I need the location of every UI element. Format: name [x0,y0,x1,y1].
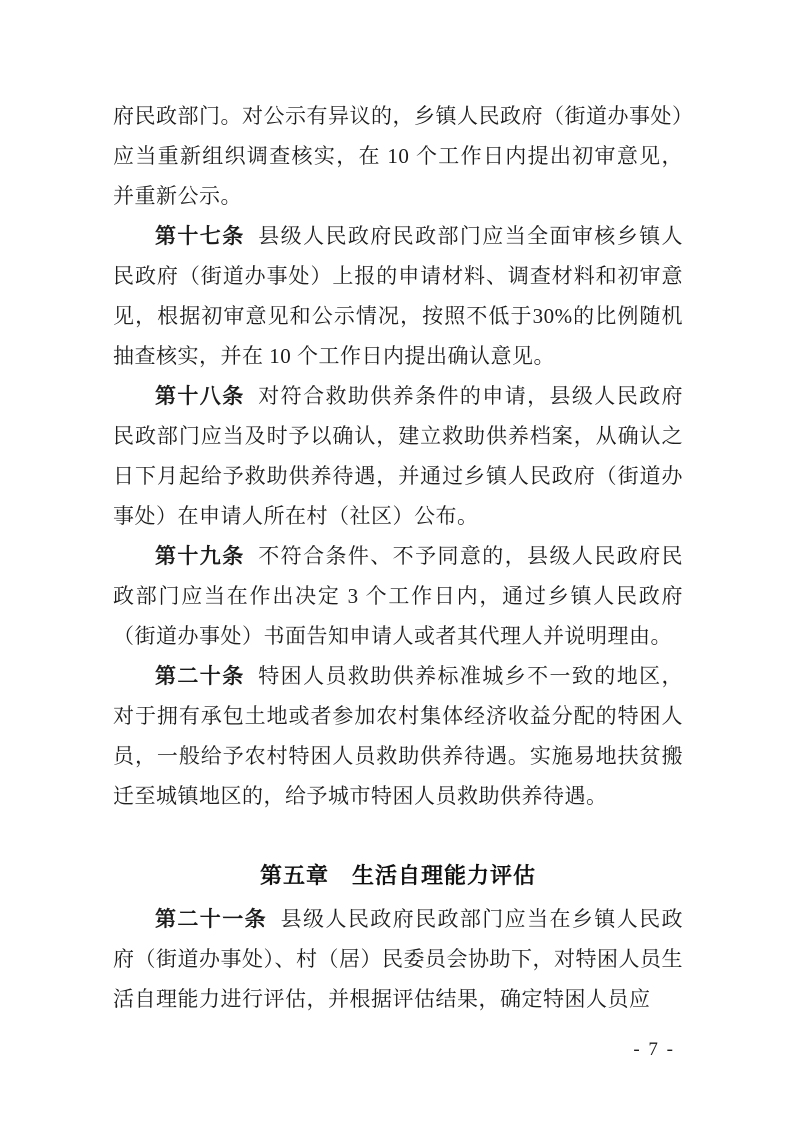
article-paragraph-19 [113,536,683,656]
page-number: - 7 - [633,1039,675,1060]
article-17-label: 第十七条 [155,224,245,248]
article-19-text: 不符合条件、不予同意的，县级人民政府民政部门应当在作出决定 3 个工作日内，通过乡镇人民政府（街道办事处）书面告知申请人或者其代理人并说明理由。 [113,544,684,648]
article-paragraph-21 [113,899,683,1019]
article-18-label: 第十八条 [155,384,245,408]
document-body [113,96,683,1019]
article-paragraph-17 [113,216,683,376]
article-21-text: 县级人民政府民政部门应当在乡镇人民政府（街道办事处）、村（居）民委员会协助下，对特困人员生活自理能力进行评估，并根据评估结果，确定特困人员应 [113,907,684,1011]
article-paragraph-18 [113,376,683,536]
article-19-label: 第十九条 [155,544,245,568]
article-18-text: 对符合救助供养条件的申请，县级人民政府民政部门应当及时予以确认，建立救助供养档案，从确认之日下月起给予救助供养待遇，并通过乡镇人民政府（街道办事处）在申请人所在村（社区）公布。 [113,384,684,528]
article-paragraph-20 [113,656,683,816]
paragraph-continuation: 府民政部门。对公示有异议的，乡镇人民政府（街道办事处）应当重新组织调查核实，在 10 个工作日内提出初审意见，并重新公示。 [113,104,683,208]
article-21-label: 第二十一条 [155,907,268,931]
article-20-label: 第二十条 [155,664,245,688]
article-20-text: 特困人员救助供养标准城乡不一致的地区，对于拥有承包土地或者参加农村集体经济收益分配的特困人员，一般给予农村特困人员救助供养待遇。实施易地扶贫搬迁至城镇地区的，给予城市特困人员救助供养待遇。 [113,664,684,808]
article-17-text: 县级人民政府民政部门应当全面审核乡镇人民政府（街道办事处）上报的申请材料、调查材料和初审意见，根据初审意见和公示情况，按照不低于30%的比例随机抽查核实，并在 10 个工作日内提出确认意见。 [113,224,684,368]
chapter-heading: 第五章 生活自理能力评估 [259,863,536,888]
